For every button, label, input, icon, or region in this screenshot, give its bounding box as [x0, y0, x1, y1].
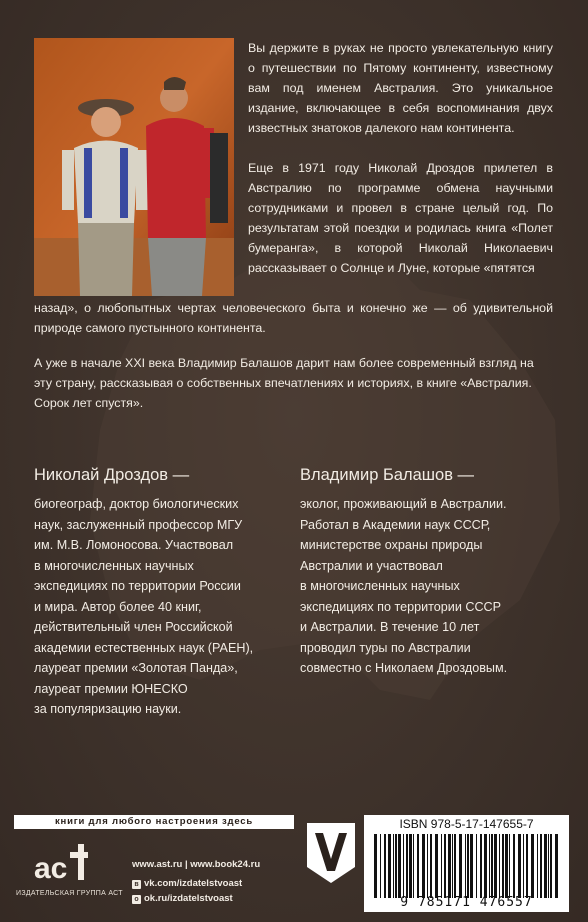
bio-line: действительный член Российской — [34, 620, 233, 634]
balashov-paragraph: А уже в начале XXI века Владимир Балашов дарит нам более современный взгляд на эту страну, рассказывая о собственных впечатлениях и историях, в книге «Австралия. Сорок лет спустя». — [34, 356, 534, 410]
bio-line: Работал в Академии наук СССР, — [300, 517, 491, 532]
bio-line: и Австралии. В течение 10 лет — [300, 620, 480, 634]
vk-icon: в — [132, 880, 141, 889]
author2-bio — [300, 494, 507, 679]
bio-line: экспедициях по территории СССР — [300, 599, 502, 614]
social-link-text: ok.ru/izdatelstvoast — [144, 893, 233, 904]
bio-line: эколог, проживающий в Австралии. — [300, 497, 507, 511]
bio-line: и мира. Автор более 40 книг, — [34, 599, 202, 614]
bio-line: Австралии и участвовал — [300, 558, 443, 573]
intro-paragraph: Вы держите в руках не просто увлекательную книгу о путешествии по Пятому континенту, известному вам под именем Австралия. Это уникальное издание, включающее в себя воспоминания двух известных знатоков далекого нам континента. — [248, 41, 553, 135]
social-link-vk[interactable] — [132, 878, 242, 889]
bio-line: биогеограф, доктор биологических — [34, 497, 239, 511]
barcode-number: 9 785171 476557 — [400, 895, 533, 910]
v-imprint-logo — [307, 823, 355, 883]
bio-line: в многочисленных научных — [300, 579, 460, 593]
social-link-ok[interactable] — [132, 893, 233, 904]
isbn-text: ISBN 978-5-17-147655-7 — [399, 817, 534, 831]
bio-line: академии естественных наук (РАЕН), — [34, 640, 254, 655]
svg-text:ac: ac — [34, 852, 68, 885]
bio-line: лауреат премии «Золотая Панда», — [34, 661, 238, 675]
bio-line: министерстве охраны природы — [300, 538, 483, 552]
bio-line: экспедициях по территории России — [34, 579, 241, 593]
barcode — [372, 834, 562, 898]
authors-photo — [34, 38, 234, 296]
bio-line: в многочисленных научных — [34, 558, 194, 573]
ok-icon: о — [132, 895, 141, 904]
ast-logo — [32, 838, 88, 888]
publisher-name: ИЗДАТЕЛЬСКАЯ ГРУППА АСТ — [16, 890, 123, 897]
isbn-barcode-block — [364, 815, 569, 912]
tagline-banner: книги для любого настроения здесь — [14, 815, 294, 829]
bio-line: наук, заслуженный профессор МГУ — [34, 517, 243, 532]
author1-bio — [34, 494, 253, 720]
bio-line: за популяризацию науки. — [34, 702, 182, 716]
author2-name: Владимир Балашов — — [300, 466, 475, 484]
drozdov-paragraph-tail: назад», о любопытных чертах человеческого быта и конечно же — об удивительной природе самого пустынного континента. — [34, 301, 553, 335]
bio-line: им. М.В. Ломоносова. Участвовал — [34, 538, 234, 552]
drozdov-paragraph: Еще в 1971 году Николай Дроздов прилетел в Австралию по программе обмена научными сотрудниками и провел в стране целый год. По результатам этой поездки и родилась книга «Полет бумеранга», в которой Николай Николаевич рассказывает о Солнце и Луне, которые «пятятся — [248, 161, 553, 275]
social-link-text: vk.com/izdatelstvoast — [144, 878, 243, 889]
website-links[interactable]: www.ast.ru | www.book24.ru — [132, 859, 261, 870]
bio-line: лауреат премии ЮНЕСКО — [34, 681, 188, 696]
bio-line: проводил туры по Австралии — [300, 640, 471, 655]
author1-name: Николай Дроздов — — [34, 466, 190, 484]
bio-line: совместно с Николаем Дроздовым. — [300, 661, 508, 675]
